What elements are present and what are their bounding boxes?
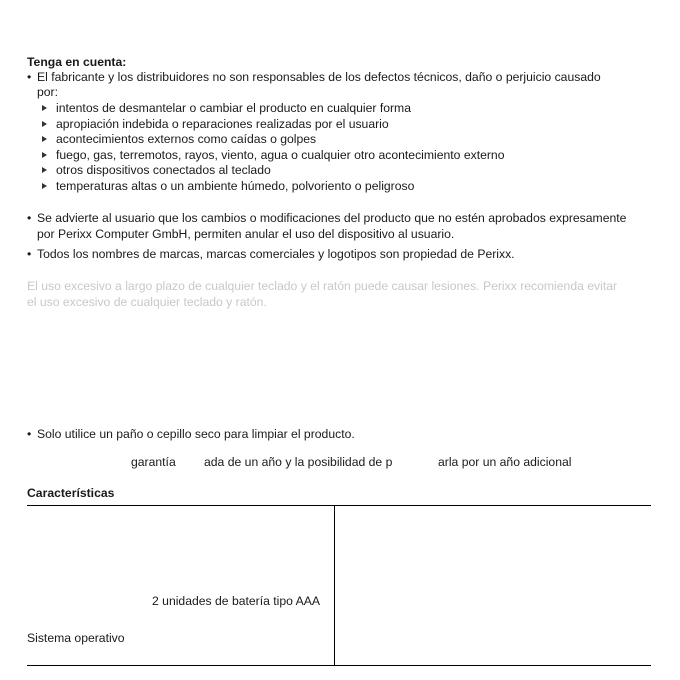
table-top-border bbox=[27, 505, 651, 506]
sub-item: temperaturas altas o un ambiente húmedo, polvoriento o peligroso bbox=[56, 179, 415, 193]
bullet1-line1: El fabricante y los distribuidores no son responsables de los defectos técnicos, daño o perjuicio causado bbox=[37, 70, 601, 84]
triangle-bullet-icon bbox=[42, 152, 47, 158]
table-bottom-border bbox=[27, 665, 651, 666]
bullet2-line1: Se advierte al usuario que los cambios o modificaciones del producto que no estén aprobados expresamente bbox=[37, 211, 627, 225]
os-label: Sistema operativo bbox=[27, 631, 125, 645]
warranty-part2: ada de un año y la posibilidad de p bbox=[204, 455, 393, 469]
bullet-dot: • bbox=[27, 70, 32, 84]
triangle-bullet-icon bbox=[42, 105, 47, 111]
battery-text: 2 unidades de batería tipo AAA bbox=[152, 594, 321, 608]
sub-item: fuego, gas, terremotos, rayos, viento, agua o cualquier otro acontecimiento externo bbox=[56, 148, 505, 162]
bullet-dot: • bbox=[27, 427, 32, 441]
triangle-bullet-icon bbox=[42, 136, 47, 142]
bullet-dot: • bbox=[27, 211, 32, 225]
warranty-part3: arla por un año adicional bbox=[438, 455, 572, 469]
warranty-part1: garantía bbox=[131, 455, 176, 469]
cleaning-text: Solo utilice un paño o cepillo seco para limpiar el producto. bbox=[37, 427, 355, 441]
sub-item: acontecimientos externos como caídas o golpes bbox=[56, 132, 317, 146]
warning-line1: El uso excesivo a largo plazo de cualquier teclado y el ratón puede causar lesiones. Perixx recomienda evitar bbox=[27, 279, 618, 293]
sub-item: intentos de desmantelar o cambiar el producto en cualquier forma bbox=[56, 101, 411, 115]
triangle-bullet-icon bbox=[42, 167, 47, 173]
sub-item: apropiación indebida o reparaciones realizadas por el usuario bbox=[56, 117, 389, 131]
features-heading: Características bbox=[27, 486, 115, 500]
triangle-bullet-icon bbox=[42, 183, 47, 189]
table-column-divider bbox=[334, 505, 335, 666]
notice-heading: Tenga en cuenta: bbox=[27, 55, 127, 69]
bullet1-line2: por: bbox=[37, 85, 59, 99]
bullet3-text: Todos los nombres de marcas, marcas comerciales y logotipos son propiedad de Perixx. bbox=[37, 247, 515, 261]
warning-line2: el uso excesivo de cualquier teclado y ratón. bbox=[27, 295, 267, 309]
bullet-dot: • bbox=[27, 247, 32, 261]
sub-item: otros dispositivos conectados al teclado bbox=[56, 163, 271, 177]
bullet2-line2: por Perixx Computer GmbH, permiten anular el uso del dispositivo al usuario. bbox=[37, 227, 455, 241]
triangle-bullet-icon bbox=[42, 121, 47, 127]
